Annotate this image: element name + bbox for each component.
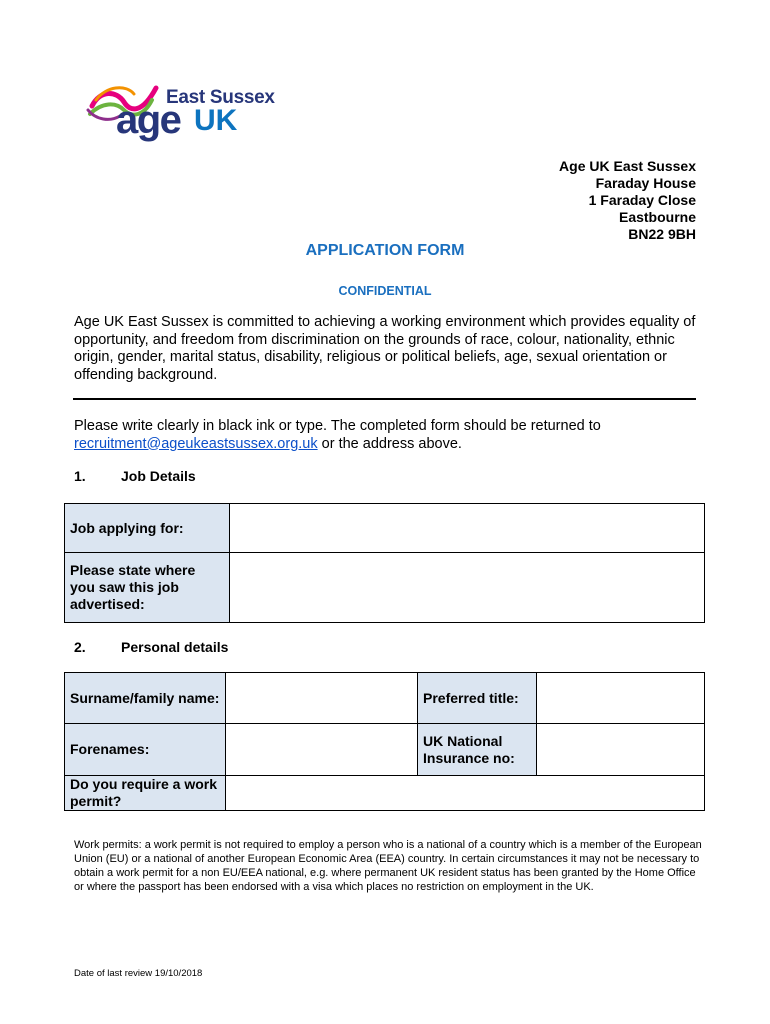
advert-source-label: Please state where you saw this job advertised: <box>65 553 230 623</box>
section-number: 2. <box>74 639 86 655</box>
equal-opportunities-statement: Age UK East Sussex is committed to achieving a working environment which provides equality of opportunity, and freedom from discrimination on the grounds of race, colour, nationality, ethnic origin, gender, marital status, disability, religious or political beliefs, age, sexual orientation or offending background. <box>74 314 696 383</box>
form-title: APPLICATION FORM <box>305 242 465 259</box>
job-details-table <box>64 503 705 623</box>
address-line: Faraday House <box>595 175 696 191</box>
advert-source-input[interactable] <box>230 553 705 623</box>
logo-age-text: age <box>116 98 181 142</box>
divider <box>73 398 696 400</box>
section-personal-details-heading <box>74 639 374 659</box>
work-permit-label: Do you require a work permit? <box>65 776 226 811</box>
instructions-text: Please write clearly in black ink or type. The completed form should be returned to <box>74 418 601 434</box>
section-number: 1. <box>74 468 86 484</box>
return-instructions <box>74 418 704 453</box>
forenames-label: Forenames: <box>65 724 226 776</box>
address-line: Eastbourne <box>618 209 696 225</box>
work-permits-note: Work permits: a work permit is not required to employ a person who is a national of a country which is a member of the European Union (EU) or a national of another European Economic Area (EEA) country. In certain circumstances it may not be necessary to obtain a work permit for a non EU/EEA national, e.g. where permanent UK resident status has been granted by the Home Office or where the passport has been endorsed with a visa which places no restriction on employment in the UK. <box>74 839 702 893</box>
preferred-title-input[interactable] <box>537 673 705 724</box>
section-title: Job Details <box>121 468 196 484</box>
age-uk-logo <box>86 80 286 150</box>
section-job-details-heading <box>74 468 374 488</box>
address-line: 1 Faraday Close <box>588 192 696 208</box>
organisation-address <box>559 158 696 243</box>
confidential-label: CONFIDENTIAL <box>338 284 432 298</box>
personal-details-table <box>64 672 705 811</box>
logo-region-text: East Sussex <box>166 87 275 108</box>
work-permit-input[interactable] <box>226 776 705 811</box>
logo-uk-text: UK <box>194 104 238 137</box>
national-insurance-label: UK National Insurance no: <box>418 724 537 776</box>
preferred-title-label: Preferred title: <box>418 673 537 724</box>
review-date-footer: Date of last review 19/10/2018 <box>74 968 203 979</box>
address-line: Age UK East Sussex <box>559 158 696 174</box>
section-title: Personal details <box>121 639 229 655</box>
national-insurance-input[interactable] <box>537 724 705 776</box>
surname-label: Surname/family name: <box>65 673 226 724</box>
job-applying-label: Job applying for: <box>65 504 230 553</box>
job-applying-input[interactable] <box>230 504 705 553</box>
instructions-text-end: or the address above. <box>317 435 462 452</box>
surname-input[interactable] <box>226 673 418 724</box>
address-line: BN22 9BH <box>628 226 696 242</box>
forenames-input[interactable] <box>226 724 418 776</box>
recruitment-email-link[interactable]: recruitment@ageukeastsussex.org.uk <box>74 435 318 452</box>
